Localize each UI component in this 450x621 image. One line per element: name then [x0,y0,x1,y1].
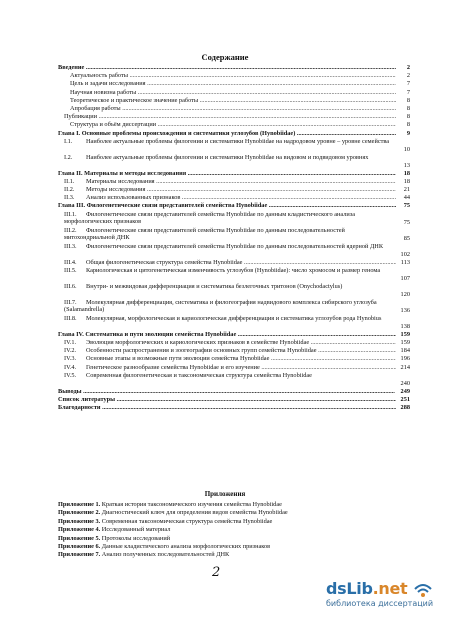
toc-entry[interactable] [58,299,410,315]
toc-entry[interactable] [58,89,410,97]
appendix-item[interactable] [58,551,410,559]
toc-entry-label: Основные этапы и возможные пути эволюции семейства Hynobiidae [86,355,270,363]
toc-entry-number: I.1. [64,137,73,145]
toc-entry-text [64,138,396,146]
appendix-label: Приложение 7. [58,551,101,559]
toc-entry-label: Методы исследования [86,186,146,194]
toc-entry-text [64,339,396,347]
toc-entry-page: 44 [403,194,410,202]
toc-entry-label: Материалы исследования [86,177,155,185]
toc-entry[interactable] [58,339,410,347]
toc-entry-page: 214 [400,363,410,371]
toc-entry-label: Анализ использованных признаков [86,194,181,202]
toc-entry-page: 120 [400,290,410,298]
toc-entry[interactable] [58,154,410,170]
appendix-text: Данные кладистического анализа морфологических признаков [101,543,271,551]
toc-entry-label: Особенности распространения и зоогеографии основных групп семейства Hynobiidae [86,347,317,355]
appendix-text: Протоколы исследований [101,534,171,542]
toc-entry-text [70,89,396,97]
toc-entry-page: 7 [406,88,410,96]
toc-entry-page: 159 [400,339,410,346]
toc-entry-page: 7 [406,80,410,88]
toc-entry-number: IV.5. [64,371,77,379]
appendix-item[interactable] [58,501,410,509]
toc-entry-text [70,105,396,113]
appendix-label: Приложение 6. [58,543,101,551]
toc-entry[interactable] [58,194,410,202]
toc-entry-label: Глава II. Материалы и методы исследования [58,169,187,177]
toc-entry-text [64,194,396,202]
appendix-label: Приложение 1. [58,501,101,508]
toc-entry-number: IV.2. [64,347,77,355]
toc-entry-page: 102 [400,250,410,258]
toc-entry-text [58,170,396,178]
toc-entry-page: 10 [403,145,410,153]
toc-entry-label: Благодарности [58,404,101,412]
appendix-item[interactable] [58,526,410,534]
toc-entry-text [64,154,396,162]
toc-entry[interactable] [58,372,410,388]
toc-entry-page: 113 [400,258,410,266]
toc-entry[interactable] [58,97,410,105]
toc-entry-page: 8 [406,113,410,121]
toc-entry[interactable] [58,331,410,339]
toc-entry-label: Филогенетические связи представителей семейства Hynobiidae по данным кладистического анализа морфологических признаков [64,210,356,226]
appendix-text: Краткая история таксономического изучения семейства Hynobiidae [101,501,282,508]
toc-entry-text [64,347,396,355]
toc-entry[interactable] [58,259,410,267]
wifi-signal-icon [412,581,434,599]
toc-entry-page: 9 [406,129,410,137]
toc-entry-page: 21 [403,186,410,194]
watermark-logo-main: dsLib [326,579,373,598]
toc-entry-text [64,315,396,323]
toc-entry-number: II.1. [64,177,75,185]
page-title: Содержание [201,52,249,62]
toc-entry[interactable] [58,283,410,299]
appendix-list [58,501,410,560]
toc-entry[interactable] [58,404,410,412]
toc-entry[interactable] [58,227,410,243]
toc-entry-text [64,259,396,267]
toc-entry[interactable] [58,396,410,404]
toc-entry-text [64,355,396,363]
toc-entry-label: Общая филогенетическая структура семейства Hynobiidae [86,258,243,266]
toc-entry[interactable] [58,113,410,121]
toc-entry-label: Молекулярная дифференциация, систематика и филогеография надвидового комплекса сибирского углозуба (Salamandrella) [64,298,377,314]
toc-entry-label: Глава IV. Систематика и пути эволюции семейства Hynobiidae [58,330,237,338]
toc-entry-text [64,113,396,121]
toc-entry-text [70,97,396,105]
toc-entry-page: 75 [403,202,410,210]
toc-entry-text [64,267,396,275]
appendix-text: Исследованный материал [101,526,171,534]
toc-entry-label: Актуальность работы [70,72,128,80]
toc-entry-text [64,178,396,186]
toc-entry-label: Список литературы [58,395,116,403]
toc-entry-page: 75 [403,218,410,226]
toc-entry-number: II.3. [64,194,75,202]
toc-entry-page: 249 [400,387,410,395]
toc-entry[interactable] [58,211,410,227]
appendix-label: Приложение 2. [58,509,101,517]
toc-entry[interactable] [58,64,410,72]
toc-entry-page: 184 [400,347,410,355]
toc-entry[interactable] [58,178,410,186]
toc-entry-number: III.7. [64,298,77,306]
toc-entry-label: Молекулярная, морфологическая и кариологическая дифференциация и систематика углозубов рода Hynobius [86,314,382,322]
toc-entry[interactable] [58,388,410,396]
toc-entry-label: Апробация работы [70,104,121,112]
toc-entry-text [58,396,396,404]
toc-entry-label: Филогенетические связи представителей семейства Hynobiidae по данным последовательностей ядерной ДНК [86,242,384,250]
toc-entry[interactable] [58,138,410,154]
toc-entry[interactable] [58,243,410,259]
toc-entry[interactable] [58,315,410,331]
toc-entry-page: 107 [400,274,410,282]
toc-entry-page: 8 [406,96,410,104]
appendix-title: Приложения [204,490,246,498]
watermark-subtitle: библиотека диссертаций [326,599,434,608]
toc-entry-text [70,121,396,129]
toc-entry-page: 251 [400,395,410,403]
appendix-text: Диагностический ключ для определения видов семейства Hynobiidae [101,509,288,517]
toc-entry-label: Современная филогенетическая и таксономическая структура семейства Hynobiidae [86,371,312,379]
toc-entry-number: I.2. [64,153,73,161]
toc-entry-text [64,211,396,226]
appendix-label: Приложение 3. [58,517,101,525]
appendix-item[interactable] [58,518,410,526]
toc-entry-number: III.2. [64,226,77,234]
toc-entry-label: Научная новизна работы [70,88,137,96]
toc-entry[interactable] [58,347,410,355]
toc-entry-label: Наиболее актуальные проблемы филогении и систематики Hynobiidae на видовом и подвидовом уровнях [86,153,369,161]
toc-entry-page: 8 [406,104,410,112]
toc-entry-number: III.1. [64,210,77,218]
watermark-logo [326,579,407,598]
toc-entry-number: II.2. [64,186,75,194]
toc-entry-text [58,404,396,412]
appendix-text: Анализ полученных последовательностей ДНК [101,551,230,559]
toc-entry[interactable] [58,186,410,194]
toc-entry-label: Эволюция морфологических и кариологических признаков в семействе Hynobiidae [86,339,310,346]
toc-entry[interactable] [58,130,410,138]
toc-entry[interactable] [58,170,410,178]
table-of-contents [58,64,410,412]
toc-entry-label: Наиболее актуальные проблемы филогении и систематики Hynobiidae на надродовом уровне – уровне семейства [86,137,390,145]
toc-entry-page: 240 [400,379,410,387]
toc-entry-page: 85 [403,234,410,242]
toc-entry-text [58,202,396,210]
toc-entry[interactable] [58,202,410,210]
toc-entry-label: Структура и объём диссертации [70,121,157,129]
toc-entry-number: III.6. [64,282,77,290]
dslib-watermark[interactable] [326,579,436,613]
page-number: 2 [212,565,221,580]
toc-entry[interactable] [58,105,410,113]
toc-entry-text [64,243,396,251]
toc-entry-text [70,80,396,88]
toc-entry-text [58,130,396,138]
toc-entry[interactable] [58,121,410,129]
toc-entry-label: Выводы [58,387,82,395]
appendix-text: Современная таксономическая структура семейства Hynobiidae [101,517,273,525]
appendix-item[interactable] [58,535,410,543]
watermark-logo-dot: .net [372,579,408,598]
toc-entry-number: III.5. [64,266,77,274]
toc-entry-page: 196 [400,355,410,363]
toc-entry-label: Кариологическая и цитогенетическая изменчивость углозубов (Hynobiidae): число хромосом и размер генома [86,266,381,274]
toc-entry-number: III.8. [64,314,77,322]
toc-entry-number: IV.1. [64,339,77,346]
toc-entry-label: Цель и задачи исследования [70,80,146,88]
toc-entry-page: 136 [400,306,410,314]
toc-entry-text [58,388,396,396]
toc-entry-label: Теоретическое и практическое значение работы [70,96,199,104]
toc-entry-text [58,331,396,339]
toc-entry-text [58,64,396,72]
toc-entry-page: 18 [403,169,410,177]
toc-entry-text [64,364,396,372]
toc-entry[interactable] [58,72,410,80]
toc-entry[interactable] [58,364,410,372]
toc-entry-text [64,299,396,314]
toc-entry-page: 159 [400,330,410,338]
toc-entry-text [64,227,396,242]
toc-entry[interactable] [58,267,410,283]
toc-entry-page: 13 [403,161,410,169]
toc-entry-number: IV.3. [64,355,77,363]
toc-entry-page: 2 [406,72,410,80]
toc-entry-page: 2 [406,64,410,71]
toc-entry-label: Внутри- и межвидовая дифференциация и систематика безлегочных тритонов (Onychodactylus) [86,282,343,290]
toc-entry-number: IV.4. [64,363,77,371]
toc-entry-page: 138 [400,322,410,330]
toc-entry-label: Глава I. Основные проблемы происхождения и систематики углозубов (Hynobiidae) [58,129,296,137]
toc-entry-label: Глава III. Филогенетические связи представителей семейства Hynobiidae [58,202,268,210]
appendix-item[interactable] [58,543,410,551]
toc-entry-page: 8 [406,121,410,129]
toc-entry-label: Введение [58,64,85,71]
toc-entry-label: Генетическое разнообразие семейства Hynobiidae и его изучение [86,363,260,371]
toc-entry-text [64,186,396,194]
toc-entry-label: Публикации [64,113,98,121]
appendix-label: Приложение 4. [58,526,101,534]
toc-entry[interactable] [58,355,410,363]
appendix-label: Приложение 5. [58,534,101,542]
toc-entry[interactable] [58,80,410,88]
toc-entry-text [64,283,396,291]
toc-entry-page: 18 [403,177,410,185]
toc-entry-text [70,72,396,80]
toc-entry-number: III.4. [64,258,77,266]
toc-entry-page: 288 [400,404,410,412]
toc-entry-label: Филогенетические связи представителей семейства Hynobiidae по данным последовательностей митохондриальной ДНК [64,226,345,242]
toc-entry-number: III.3. [64,242,77,250]
appendix-item[interactable] [58,509,410,517]
toc-entry-text [64,372,396,380]
